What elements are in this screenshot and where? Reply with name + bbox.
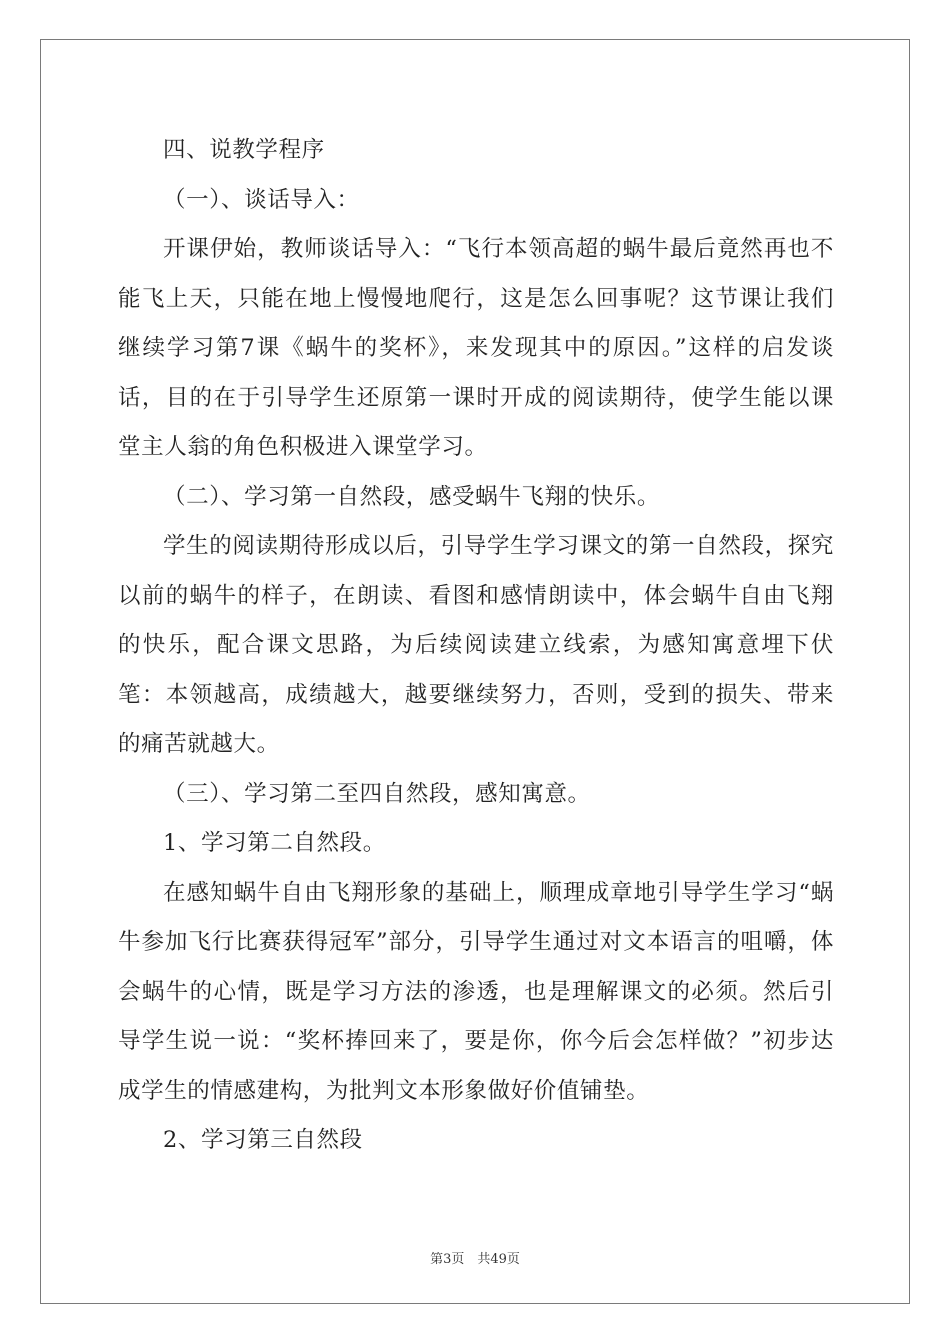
body-paragraph: 学生的阅读期待形成以后，引导学生学习课文的第一自然段，探究以前的蜗牛的样子，在朗读、看图和感情朗读中，体会蜗牛自由飞翔的快乐，配合课文思路，为后续阅读建立线索，为感知寓意埋下伏笔：本领越高，成绩越大，越要继续努力，否则，受到的损失、带来的痛苦就越大。 — [118, 533, 834, 757]
subsection-heading: （三）、学习第二至四自然段，感知寓意。 — [163, 780, 591, 807]
section-heading: 四、说教学程序 — [163, 137, 325, 163]
list-item: 2、学习第三自然段 — [163, 1127, 363, 1153]
document-body — [118, 126, 834, 1166]
subsection-heading: （二）、学习第一自然段，感受蜗牛飞翔的快乐。 — [163, 483, 660, 510]
body-paragraph: 开课伊始，教师谈话导入：“飞行本领高超的蜗牛最后竟然再也不能飞上天，只能在地上慢慢地爬行，这是怎么回事呢？这节课让我们继续学习第7课《蜗牛的奖杯》，来发现其中的原因。”这样的启发谈话，目的在于引导学生还原第一课时开成的阅读期待，使学生能以课堂主人翁的角色积极进入课堂学习。 — [118, 236, 834, 460]
page-number: 第3页 共49页 — [430, 1252, 520, 1267]
subsection-heading: （一）、谈话导入： — [163, 186, 360, 213]
body-paragraph: 在感知蜗牛自由飞翔形象的基础上，顺理成章地引导学生学习“蜗牛参加飞行比赛获得冠军”部分，引导学生通过对文本语言的咀嚼，体会蜗牛的心情，既是学习方法的渗透，也是理解课文的必须。然后引导学生说一说：“奖杯捧回来了，要是你，你今后会怎样做？”初步达成学生的情感建构，为批判文本形象做好价值铺垫。 — [118, 879, 834, 1104]
list-item: 1、学习第二自然段。 — [163, 830, 386, 856]
